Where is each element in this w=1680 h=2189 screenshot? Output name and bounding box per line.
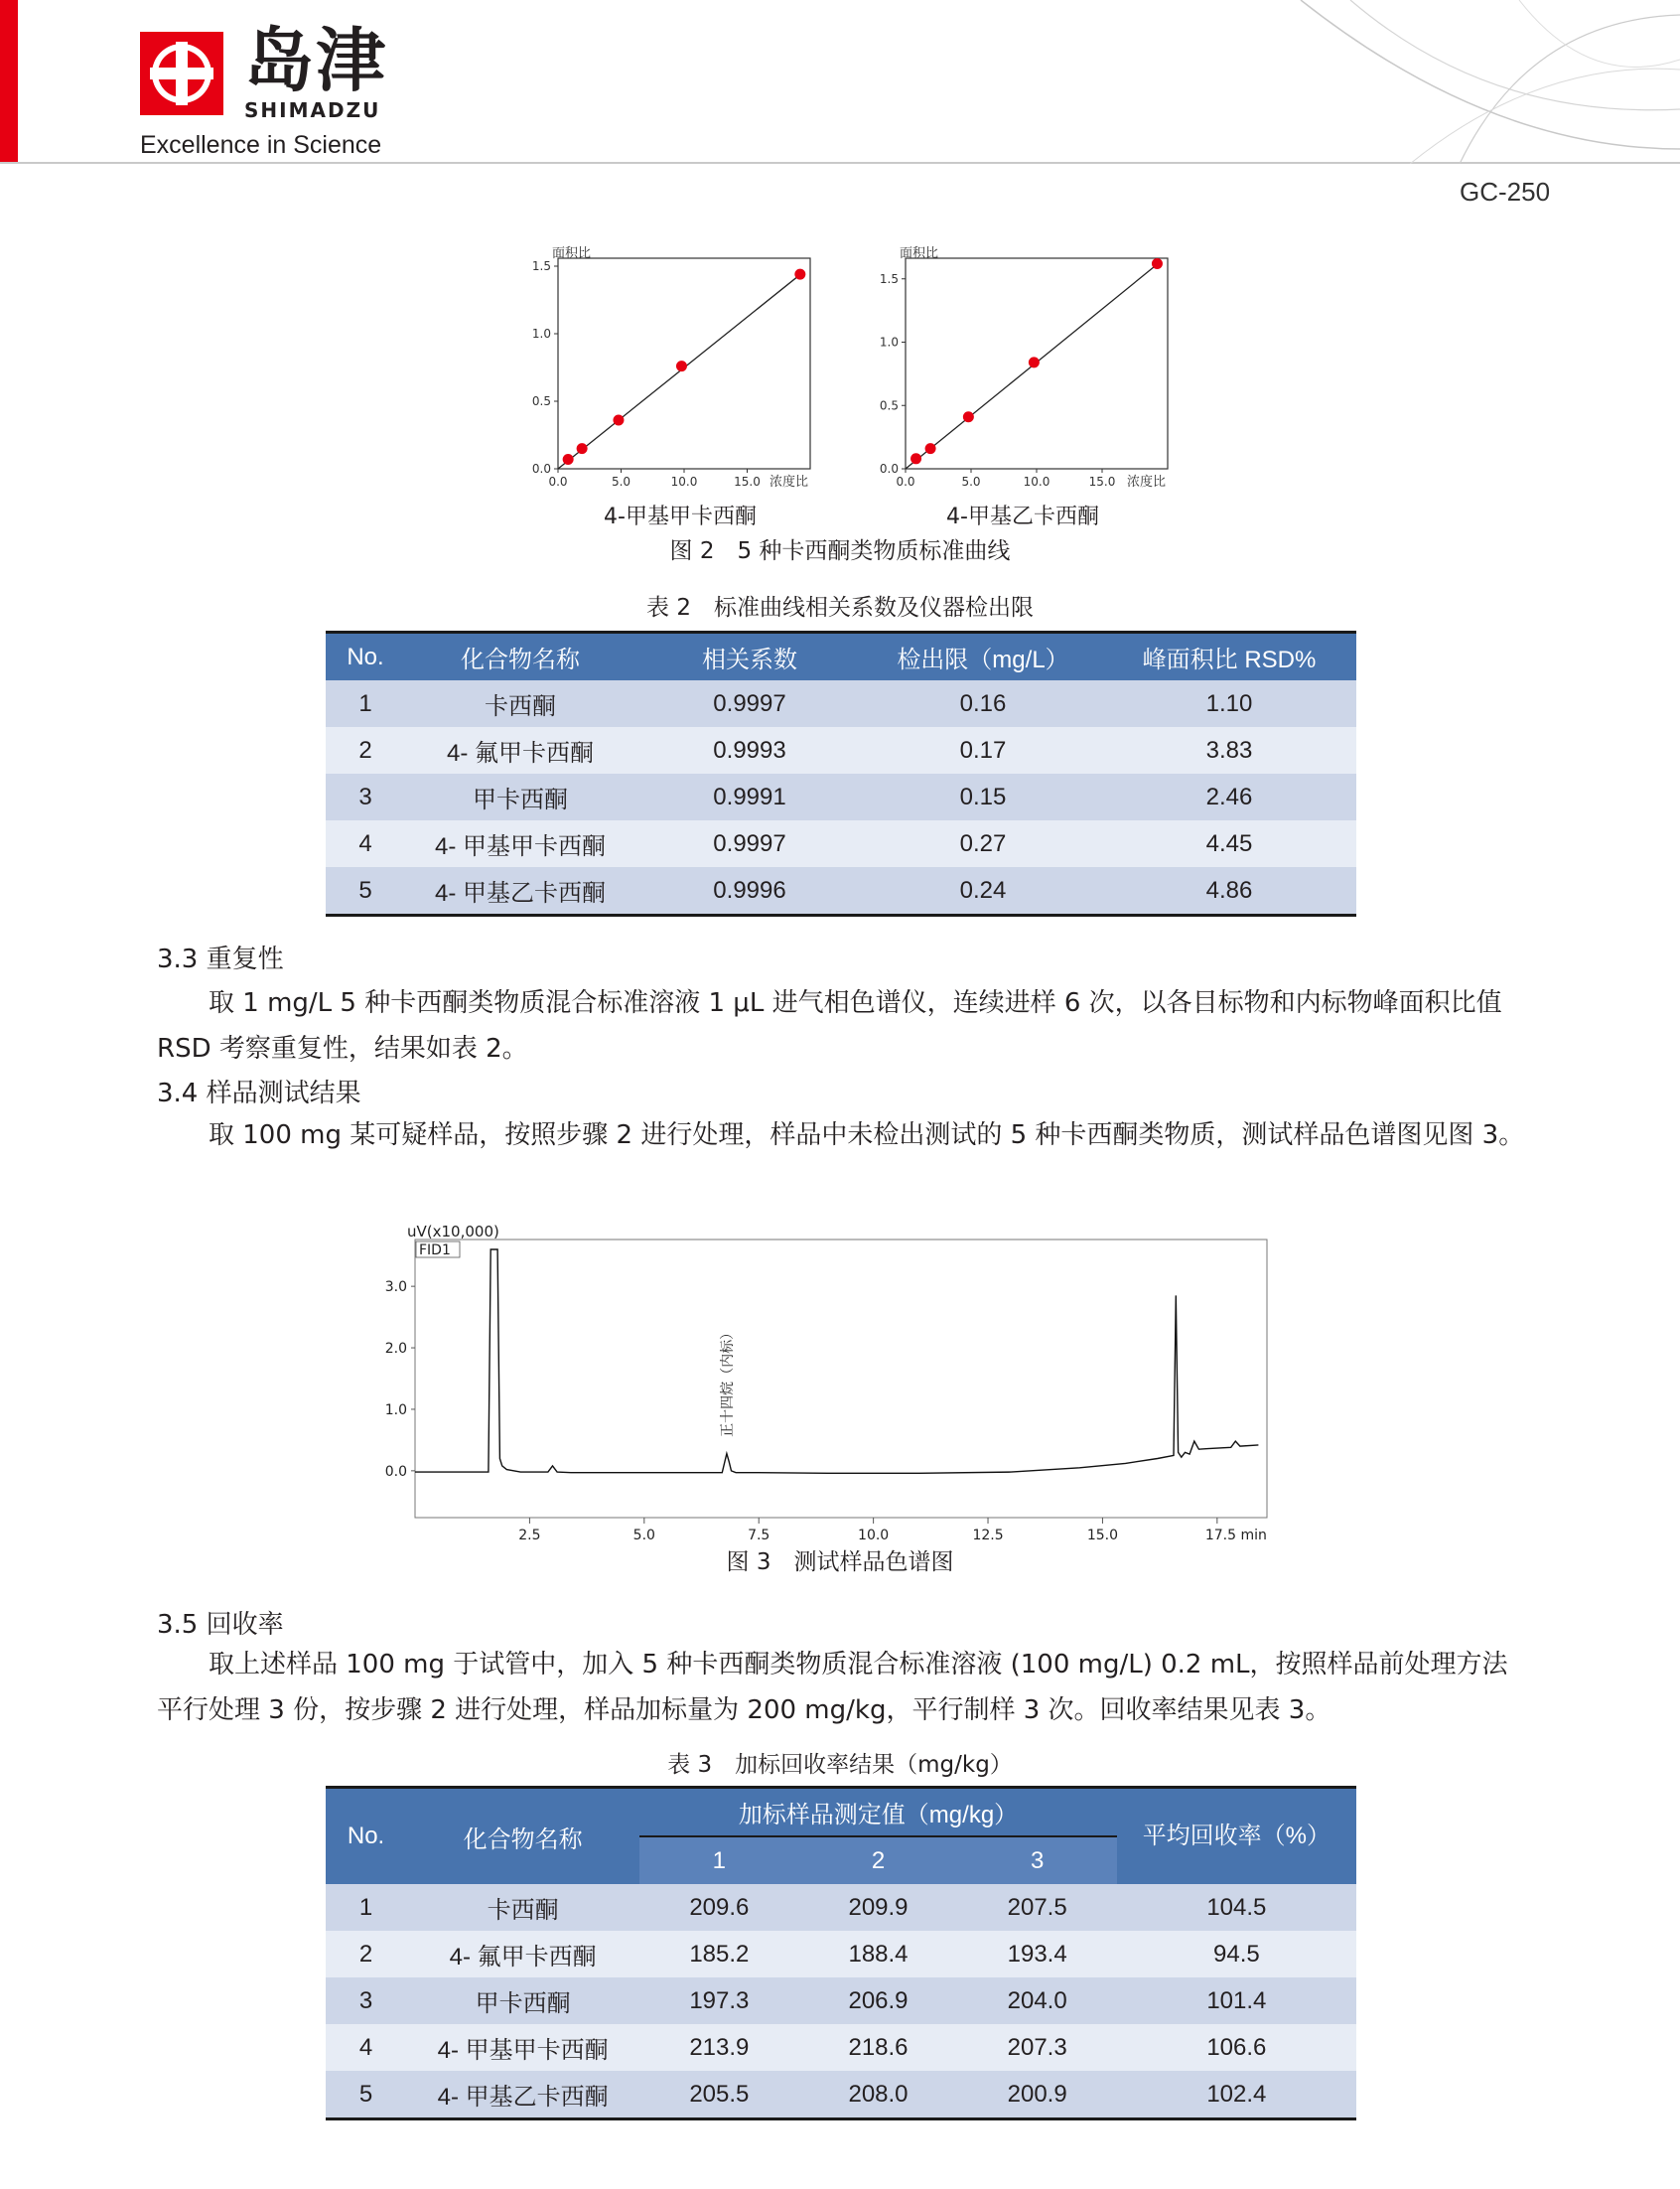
table2-header-no: No. (326, 633, 405, 681)
table-cell: 0.9997 (635, 680, 864, 727)
table-cell: 101.4 (1117, 1977, 1356, 2024)
y-tick-label: 0.0 (384, 1463, 407, 1480)
section-heading: 3.5 回收率 (157, 1610, 284, 1640)
table-cell: 0.9991 (635, 774, 864, 820)
table-cell: 0.9993 (635, 727, 864, 774)
x-tick-label: 10.0 (670, 475, 698, 489)
table-cell: 4- 甲基乙卡西酮 (405, 867, 635, 916)
y-tick-label: 0.5 (531, 394, 551, 408)
table2-header-rsd: 峰面积比 RSD% (1102, 633, 1356, 681)
table3-caption: 表 3 加标回收率结果（mg/kg） (667, 1752, 1013, 1778)
figure2-caption: 图 2 5 种卡西酮类物质标准曲线 (669, 538, 1011, 564)
y-tick-label: 3.0 (384, 1279, 407, 1296)
table3-header-rep1: 1 (639, 1836, 798, 1884)
x-tick-label: 2.5 (518, 1528, 541, 1543)
y-tick-label: 0.5 (879, 398, 899, 413)
table-cell: 94.5 (1117, 1931, 1356, 1977)
table3-header-no: No. (326, 1788, 406, 1885)
calibration-chart-2 (864, 244, 1172, 493)
x-tick-label: 5.0 (611, 475, 631, 489)
table-cell: 5 (326, 867, 405, 916)
table3-header-avg: 平均回收率（%） (1117, 1788, 1356, 1885)
table-row (326, 867, 1356, 916)
table-cell: 106.6 (1117, 2024, 1356, 2071)
x-tick-label: 7.5 (748, 1528, 770, 1543)
table-cell: 205.5 (639, 2071, 798, 2119)
table-cell: 4- 氟甲卡西酮 (406, 1931, 639, 1977)
table-cell: 4- 甲基甲卡西酮 (406, 2024, 639, 2071)
table2-caption: 表 2 标准曲线相关系数及仪器检出限 (646, 595, 1034, 621)
y-axis-label: 面积比 (552, 246, 592, 261)
table-cell: 0.27 (864, 820, 1102, 867)
table-cell: 204.0 (958, 1977, 1117, 2024)
table-cell: 甲卡西酮 (406, 1977, 639, 2024)
table2 (326, 631, 1356, 917)
table-cell: 2 (326, 727, 405, 774)
table-row (326, 727, 1356, 774)
x-tick-label: 12.5 (972, 1528, 1004, 1543)
table-cell: 5 (326, 2071, 406, 2119)
data-point (963, 411, 974, 422)
x-tick-label: 17.5 min (1204, 1528, 1267, 1543)
table-row (326, 680, 1356, 727)
brand-slogan: Excellence in Science (140, 131, 382, 159)
brand-name-en: SHIMADZU (244, 98, 381, 122)
table3-header-group: 加标样品测定值（mg/kg） (639, 1788, 1116, 1837)
table-cell: 4- 甲基甲卡西酮 (405, 820, 635, 867)
x-tick-label: 15.0 (734, 475, 761, 489)
table3-header-rep2: 2 (798, 1836, 957, 1884)
table2-header-row (326, 633, 1356, 681)
section-paragraph: 取 1 mg/L 5 种卡西酮类物质混合标准溶液 1 μL 进气相色谱仪，连续进样 6 次，以各目标物和内标物峰面积比值 RSD 考察重复性，结果如表 2。 (157, 988, 1502, 1064)
section-heading: 3.3 重复性 (157, 945, 284, 974)
table-cell: 0.16 (864, 680, 1102, 727)
table2-header-name: 化合物名称 (405, 633, 635, 681)
chromatogram-trace (415, 1249, 1258, 1473)
table2-header-lod: 检出限（mg/L） (864, 633, 1102, 681)
peak-annotation: 正十四烷（内标） (719, 1325, 736, 1437)
table-cell: 207.3 (958, 2024, 1117, 2071)
table-cell: 193.4 (958, 1931, 1117, 1977)
y-axis-label: 面积比 (900, 246, 939, 261)
table3-header-row (326, 1788, 1356, 1837)
figure3-caption: 图 3 测试样品色谱图 (726, 1549, 954, 1575)
chromatogram-chart (377, 1220, 1271, 1547)
table-row (326, 820, 1356, 867)
table-row (326, 2024, 1356, 2071)
x-tick-label: 15.0 (1088, 475, 1116, 489)
data-point (613, 415, 624, 426)
table-cell: 1.10 (1102, 680, 1356, 727)
table-cell: 206.9 (798, 1977, 957, 2024)
data-point (577, 443, 588, 454)
x-axis-label: 浓度比 (769, 475, 808, 490)
table-cell: 1 (326, 680, 405, 727)
x-tick-label: 15.0 (1086, 1528, 1119, 1543)
table2-header-correlation: 相关系数 (635, 633, 864, 681)
table-cell: 3.83 (1102, 727, 1356, 774)
table-cell: 213.9 (639, 2024, 798, 2071)
table-row (326, 1931, 1356, 1977)
chromatogram-svg (377, 1220, 1271, 1547)
table-cell: 4- 氟甲卡西酮 (405, 727, 635, 774)
data-point (1029, 357, 1040, 367)
x-tick-label: 5.0 (632, 1528, 655, 1543)
data-point (794, 269, 805, 280)
table-cell: 2 (326, 1931, 406, 1977)
table-cell: 4- 甲基乙卡西酮 (406, 2071, 639, 2119)
document-code: GC-250 (1460, 177, 1551, 207)
calibration-chart-1-title: 4-甲基甲卡西酮 (604, 505, 757, 529)
data-point (1152, 258, 1163, 269)
x-axis-label: 浓度比 (1126, 475, 1166, 490)
table-cell: 4.45 (1102, 820, 1356, 867)
table3-header-name: 化合物名称 (406, 1788, 639, 1885)
calibration-chart-1-svg (516, 244, 814, 493)
table-cell: 209.6 (639, 1884, 798, 1931)
table-cell: 102.4 (1117, 2071, 1356, 2119)
table-row (326, 1884, 1356, 1931)
table-cell: 3 (326, 774, 405, 820)
table-row (326, 774, 1356, 820)
data-point (676, 361, 687, 371)
calibration-chart-2-svg (864, 244, 1172, 493)
data-point (925, 443, 936, 454)
header-decoration (1291, 0, 1680, 164)
calibration-chart-1 (516, 244, 814, 493)
y-tick-label: 1.5 (879, 271, 899, 286)
table-cell: 104.5 (1117, 1884, 1356, 1931)
y-axis-label: uV(x10,000) (407, 1223, 499, 1240)
x-tick-label: 10.0 (858, 1528, 890, 1543)
shimadzu-logo-icon (140, 32, 223, 115)
y-tick-label: 0.0 (879, 462, 899, 476)
table-cell: 207.5 (958, 1884, 1117, 1931)
plot-frame (415, 1240, 1267, 1518)
table-cell: 188.4 (798, 1931, 957, 1977)
x-tick-label: 0.0 (896, 475, 915, 489)
y-tick-label: 1.0 (384, 1401, 407, 1418)
x-tick-label: 0.0 (548, 475, 568, 489)
table-cell: 208.0 (798, 2071, 957, 2119)
y-tick-label: 2.0 (384, 1341, 407, 1358)
table3-header-rep3: 3 (958, 1836, 1117, 1884)
table-cell: 197.3 (639, 1977, 798, 2024)
table-cell: 4 (326, 820, 405, 867)
brand-color-bar (0, 0, 18, 164)
table-cell: 3 (326, 1977, 406, 2024)
table-row (326, 2071, 1356, 2119)
calibration-chart-2-title: 4-甲基乙卡西酮 (946, 505, 1099, 529)
table-cell: 0.9996 (635, 867, 864, 916)
x-tick-label: 5.0 (961, 475, 981, 489)
section-paragraph: 取上述样品 100 mg 于试管中，加入 5 种卡西酮类物质混合标准溶液 (100 mg/L) 0.2 mL，按照样品前处理方法平行处理 3 份，按步骤 2 进行处理，样品加标量为 200 mg/kg，平行制样 3 次。回收率结果见表 3。 (157, 1650, 1508, 1725)
table-cell: 0.17 (864, 727, 1102, 774)
table-cell: 卡西酮 (405, 680, 635, 727)
table-cell: 甲卡西酮 (405, 774, 635, 820)
y-tick-label: 1.0 (879, 335, 899, 350)
table-cell: 2.46 (1102, 774, 1356, 820)
table-row (326, 1977, 1356, 2024)
table-cell: 200.9 (958, 2071, 1117, 2119)
table-cell: 4.86 (1102, 867, 1356, 916)
data-point (910, 453, 921, 464)
table-cell: 0.15 (864, 774, 1102, 820)
y-tick-label: 1.5 (531, 259, 551, 273)
table-cell: 卡西酮 (406, 1884, 639, 1931)
data-point (563, 454, 574, 465)
table-cell: 0.24 (864, 867, 1102, 916)
channel-label: FID1 (419, 1242, 451, 1258)
y-tick-label: 1.0 (531, 327, 551, 341)
table-cell: 1 (326, 1884, 406, 1931)
table3 (326, 1786, 1356, 2120)
table-cell: 0.9997 (635, 820, 864, 867)
table-cell: 218.6 (798, 2024, 957, 2071)
table-cell: 209.9 (798, 1884, 957, 1931)
table-cell: 185.2 (639, 1931, 798, 1977)
section-paragraph: 取 100 mg 某可疑样品，按照步骤 2 进行处理，样品中未检出测试的 5 种卡西酮类物质，测试样品色谱图见图 3。 (209, 1120, 1525, 1150)
brand-name-cn: 岛津 (244, 20, 387, 101)
y-tick-label: 0.0 (531, 462, 551, 476)
x-tick-label: 10.0 (1023, 475, 1050, 489)
section-heading: 3.4 样品测试结果 (157, 1079, 361, 1108)
table-cell: 4 (326, 2024, 406, 2071)
